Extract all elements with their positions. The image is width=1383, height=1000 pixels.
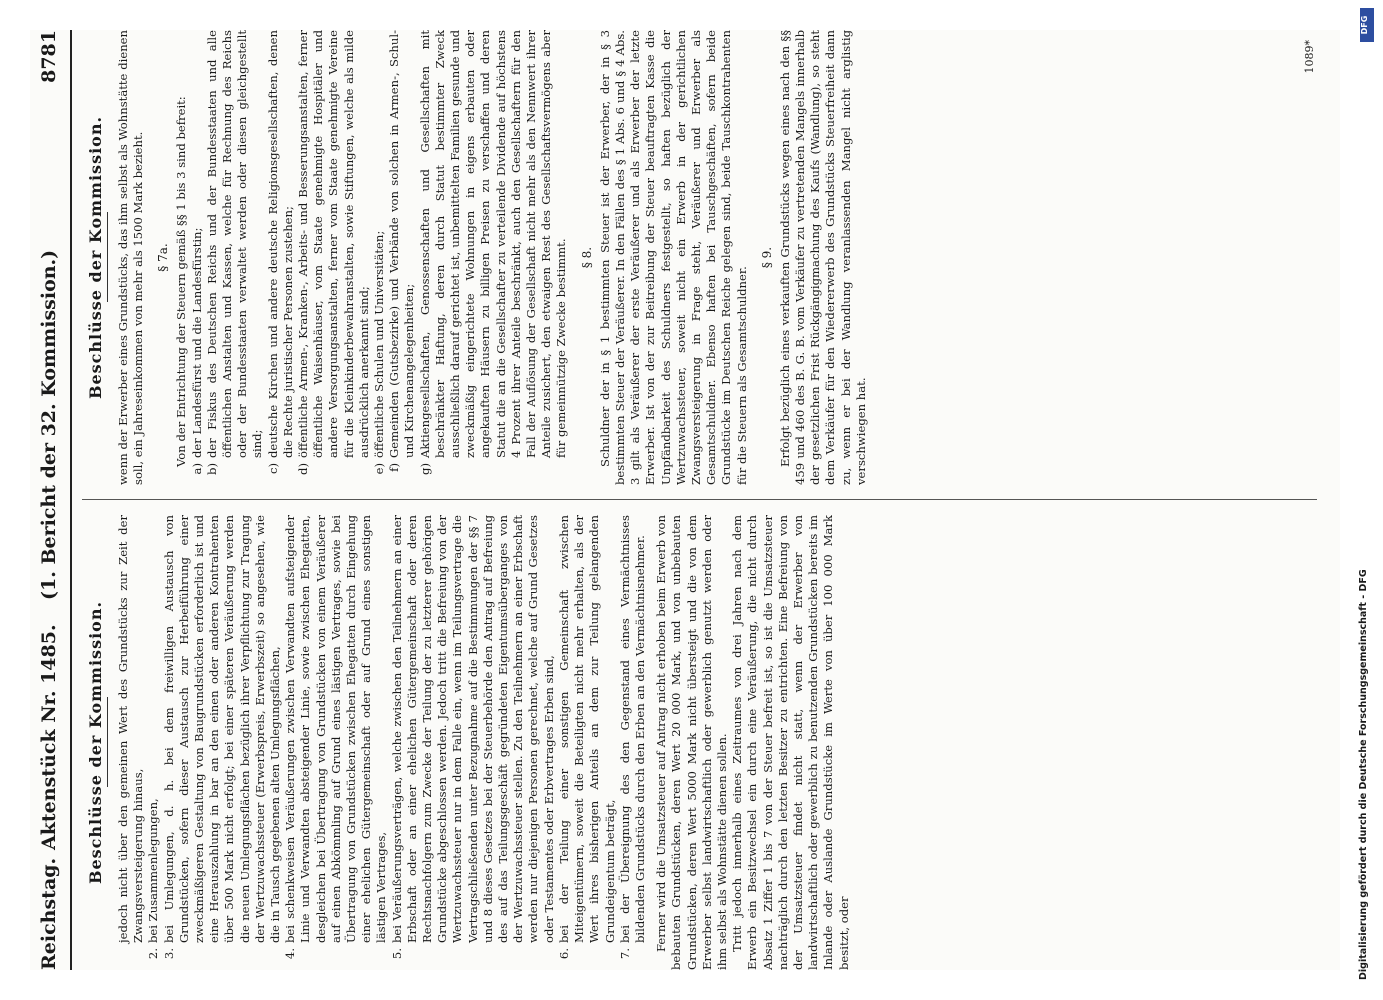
list-item-text: der Landesfürst und die Landesfürstin;: [189, 227, 204, 458]
list-item-number: g): [417, 463, 432, 475]
left-title-rule: [107, 698, 108, 788]
list-item-text: öffentliche Armen-, Kranken-, Arbeits- und Besserungsanstalten, ferner öffentliche Waisenhäuser, vom Staate genehmigte Hospitäler und andere Versorgungsanstalten, ferner vom Staate genehmigte Vereine für die Kleinkinderbewahranstalten, sowie Stiftungen, welche als milde ausdrücklich anerkannt sind;: [296, 30, 371, 458]
list-item-number: 5.: [389, 948, 404, 960]
list-item: [296, 30, 372, 485]
list-item-text: Gemeinden (Gutsbezirke) und Verbände von solchen in Armen-, Schul- und Kirchenangelegenheiten;: [387, 30, 417, 458]
left-paragraph-2: Tritt jedoch innerhalb eines Zeitraumes von drei Jahren nach dem Erwerb ein Besitzwechsel ein durch eine Veräußerung, die nicht durch Absatz 1 Ziffer 1 bis 7 von der Steuer befreit ist, so ist die Umsatzsteuer nachträglich durch den letzten Besitzer zu entrichten. Eine Befreiung von der Umsatzsteuer findet nicht statt, wenn der Erwerber von landwirtschaftlich oder gewerblich zu benutzenden Grundstücken bereits im Inlande oder Auslande Grundstücke im Werte von über 100 000 Mark besitzt, oder: [730, 515, 851, 970]
list-item: [146, 515, 161, 970]
header-report-title: (1. Bericht der 32. Kommission.): [38, 249, 60, 600]
list-item: [266, 30, 296, 485]
list-item-number: d): [296, 463, 311, 475]
section-9-text: Erfolgt bezüglich eines verkauften Grundstücks wegen eines nach den §§ 459 und 460 des B. G. B. vom Verkäufer zu vertretenden Mangels innerhalb der gesetzlichen Frist Rückgängigmachung des Kaufs (Wandlung), so steht dem Verkäufer für den Wiedererwerb des Grundstücks Steuerfreiheit dann zu, wenn er bei der Wandlung veranlassenden Mangel nicht arglistig verschwiegen hat.: [777, 30, 868, 485]
left-column-title: Beschlüsse der Kommission.: [86, 600, 105, 885]
list-item: [283, 515, 389, 970]
right-intro: wenn der Erwerber eines Grundstücks, das ihm selbst als Wohnstätte dienen soll, ein Jahreseinkommen von mehr als 1500 Mark bezieht.: [116, 30, 146, 485]
list-item: [390, 515, 557, 970]
dfg-logo-text: DFG: [1360, 15, 1369, 35]
list-item-text: bei Umlegungen, d. h. bei dem freiwilligen Austausch von Grundstücken, sofern dieser Austausch zur Herbeiführung einer zweckmäßigeren Gestaltung von Baugrundstücken erforderlich ist und eine Herauszahlung in bar an den einen oder anderen Kontrahenten über 500 Mark nicht erfolgt; bei einer späteren Veräußerung werden die neuen Umlegungsflächen bezüglich ihrer Verpflichtung zur Tragung der Wertzuwachssteuer (Erwerbspreis, Erwerbszeit) so angesehen, wie die in Tausch gegebenen alten Umlegungsflächen,: [161, 515, 283, 943]
list-item: [205, 30, 266, 485]
section-7a-heading: § 7a.: [156, 243, 171, 272]
list-item-number: a): [189, 463, 204, 475]
digitization-note-text: Digitalisierung gefördert durch die Deutsche Forschungsgemeinschaft - DFG: [1358, 569, 1369, 980]
list-item-text: bei der Teilung einer sonstigen Gemeinschaft zwischen Miteigentümern, soweit die Beteiligten nicht mehr erhalten, als der Wert ihres bisherigen Anteils an dem zur Teilung gelangenden Grundeigentum beträgt,: [556, 515, 617, 943]
list-item-text: bei schenkweisen Veräußerungen zwischen Verwandten aufsteigender Linie und Verwandten absteigender Linie, sowie zwischen Ehegatten, desgleichen bei Übertragung von Grundstücken von einem Veräußerer auf einen Abkömmling auf Grund eines lästigen Vertrages, sowie bei Übertragung von Grundstücken zwischen Ehegatten durch Eingehung einer ehelichen Gütergemeinschaft oder auf Grund eines sonstigen lästigen Vertrages,: [283, 515, 389, 943]
list-item-text: Aktiengesellschaften, Genossenschaften und Gesellschaften mit beschränkter Haftung, deren durch Statut bestimmter Zweck ausschließlich darauf gerichtet ist, unbemittelten Familien gesunde und zweckmäßig eingerichtete Wohnungen in eigens erbauten oder angekauften Häusern zu billigen Preisen zu verschaffen und deren Statut die an die Gesellschafter zu verteilende Dividende auf höchstens 4 Prozent ihrer Anteile beschränkt, auch den Gesellschaftern für den Fall der Auflösung der Gesellschaft nicht mehr als den Nennwert ihrer Anteile zusichert, den etwaigen Rest des Gesellschaftsvermögens aber für gemeinnützige Zwecke bestimmt.: [417, 30, 569, 458]
list-item-number: e): [372, 463, 387, 475]
right-title-rule: [107, 213, 108, 303]
printed-page: [30, 30, 1340, 970]
header-rule: [70, 30, 72, 970]
left-items-list: [146, 515, 648, 970]
list-item: [372, 30, 387, 485]
signature-mark: 1089*: [1303, 40, 1316, 74]
list-item: [387, 30, 417, 485]
running-header: [30, 30, 70, 970]
list-item-text: öffentliche Schulen und Universitäten;: [372, 230, 387, 458]
list-item-number: c): [265, 463, 280, 475]
left-intro: jedoch nicht über den gemeinen Wert des Grundstücks zur Zeit der Zwangsversteigerung hinaus,: [116, 515, 146, 943]
list-item: [557, 515, 618, 970]
list-item-number: 4.: [283, 948, 298, 960]
section-8-heading: § 8.: [579, 246, 594, 269]
list-item-text: bei Zusammenlegungen,: [146, 798, 161, 943]
section-7a-lead: Von der Entrichtung der Steuern gemäß §§ 1 bis 3 sind befreit:: [174, 96, 189, 467]
right-column: [82, 30, 1322, 485]
list-item: [190, 30, 205, 485]
section-7a-list: [190, 30, 570, 485]
list-item-text: deutsche Kirchen und andere deutsche Religionsgesellschaften, denen die Rechte juristischer Personen zustehen;: [265, 30, 295, 458]
right-column-title: Beschlüsse der Kommission.: [86, 115, 105, 400]
list-item-number: 6.: [556, 948, 571, 960]
digitization-note: [1358, 20, 1376, 980]
list-item-number: 2.: [146, 948, 161, 960]
left-paragraph-1: Ferner wird die Umsatzsteuer auf Antrag nicht erhoben beim Erwerb von bebauten Grundstücken, deren Wert 20 000 Mark, und von unbebauten Grundstücken, deren Wert 5000 Mark nicht übersteigt und die von dem Erwerber selbst landwirtschaftlich oder gewerblich genutzt werden oder ihm selbst als Wohnstätte dienen sollen.: [654, 515, 729, 970]
list-item: [618, 515, 648, 970]
section-8-text: Schuldner der in § 1 bestimmten Steuer ist der Erwerber, der in § 3 bestimmten Steuer der Veräußerer. In den Fällen des § 1 Abs. 6 und § 4 Abs. 3 gilt als Veräußerer der erste Veräußerer und als Erwerber der letzte Erwerber. Ist von der zur Beitreibung der Steuer beauftragten Kasse die Unpfändbarkeit des Schuldners festgestellt, so haften bezüglich der Wertzuwachssteuer, soweit nicht ein Erwerb in der gerichtlichen Zwangsversteigerung in Frage steht, Veräußerer und Erwerber als Gesamtschuldner. Ebenso haften bei Tauschgeschäften, sofern beide Grundstücke im Deutschen Reiche gelegen sind, beide Tauschkontrahenten für die Steuern als Gesamtschuldner.: [597, 30, 749, 485]
left-column: [82, 515, 1322, 970]
list-item-text: bei Veräußerungsverträgen, welche zwischen den Teilnehmern an einer Erbschaft oder an einer ehelichen Gütergemeinschaft oder deren Rechtsnachfolgern zum Zwecke der Teilung der zu letzterer gehörigen Grundstücke abgeschlossen werden. Jedoch tritt die Befreiung von der Wertzuwachssteuer nur in dem Falle ein, wenn im Teilungsvertrage die Vertragschließenden unter Bezugnahme auf die Bestimmungen der §§ 7 und 8 dieses Gesetzes bei der Steuerbehörde den Antrag auf Befreiung des auf das Teilungsgeschäft gegründeten Eigentumsüberganges von der Wertzuwachssteuer stellen. Zu den Teilnehmern an einer Erbschaft werden nur diejenigen Personen gerechnet, welche auf Grund Gesetzes oder Testamentes oder Erbvertrages Erben sind,: [389, 515, 556, 943]
list-item-number: f): [387, 463, 402, 472]
list-item-text: der Fiskus des Deutschen Reichs und der Bundesstaaten und alle öffentlichen Anstalten und Kassen, welche für Rechnung des Reichs oder der Bundesstaaten verwaltet werden oder diesen gleichgestellt sind;: [204, 30, 265, 458]
section-9-heading: § 9.: [759, 246, 774, 269]
column-divider: [82, 499, 1317, 500]
list-item-number: 3.: [161, 948, 176, 960]
page-number: 8781: [38, 30, 60, 83]
header-document-number: Aktenstück Nr. 1485.: [38, 624, 60, 850]
dfg-logo-icon: [1360, 8, 1374, 42]
list-item-text: bei der Übereignung des den Gegenstand eines Vermächtnisses bildenden Grundstücks durch den Erben an den Vermächtnisnehmer.: [617, 515, 647, 943]
header-left: Reichstag.: [38, 857, 60, 970]
list-item: [418, 30, 570, 485]
list-item-number: 7.: [617, 948, 632, 960]
list-item: [116, 515, 146, 970]
list-item-number: b): [204, 463, 219, 475]
list-item: [162, 515, 284, 970]
